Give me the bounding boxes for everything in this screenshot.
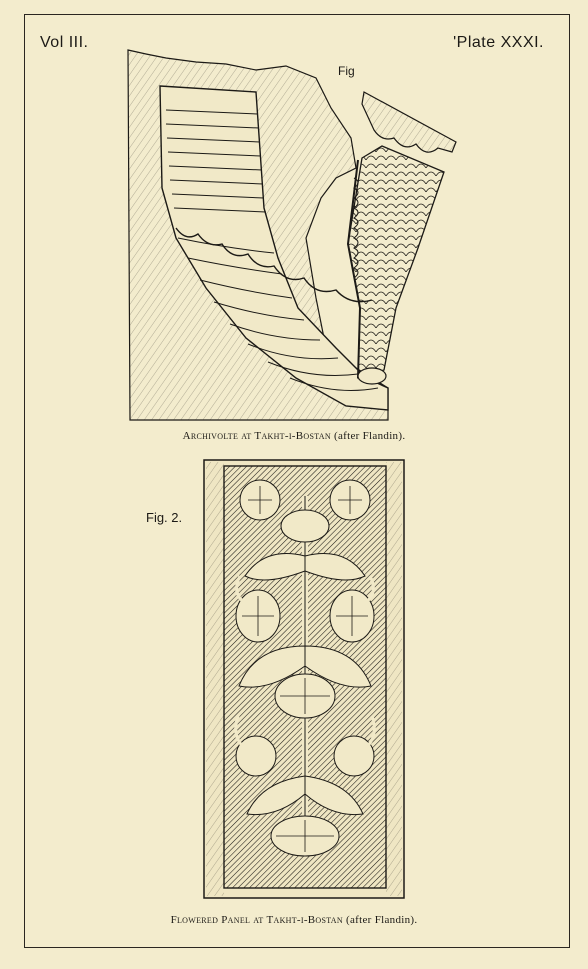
volume-label: Vol III. (40, 34, 89, 51)
figure1-caption (0, 430, 588, 442)
plate-number-label: 'Plate XXXI. (453, 34, 544, 51)
figure2-caption-title: Flowered Panel at Takht-i-Bostan (170, 914, 343, 926)
figure2-caption-note: (after Flandin). (346, 914, 418, 926)
figure2-label: Fig. 2. (146, 510, 183, 525)
flowered-panel-illustration (200, 456, 410, 904)
figure1-caption-note: (after Flandin). (333, 430, 406, 442)
archivolte-illustration (126, 48, 462, 428)
figure2-caption (0, 914, 588, 926)
figure1-caption-title: Archivolte at Takht-i-Bostan (182, 430, 331, 442)
figure1-label: Fig (338, 64, 355, 78)
